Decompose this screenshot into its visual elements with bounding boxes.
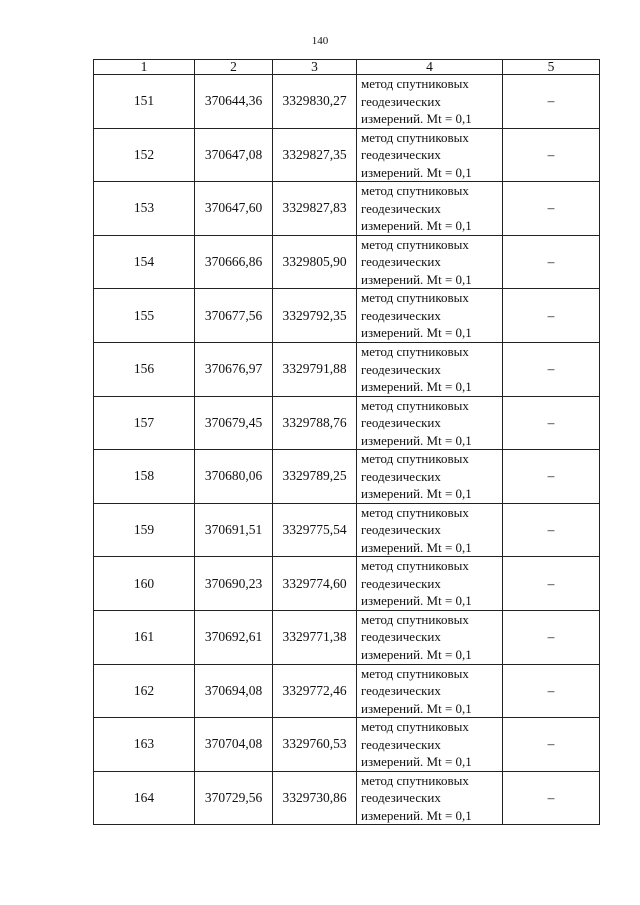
method-line: геодезических — [361, 468, 441, 484]
method-line: измерений. Mt = 0,1 — [361, 164, 472, 180]
method-line: геодезических — [361, 361, 441, 377]
method-cell — [357, 450, 503, 504]
method-line: геодезических — [361, 307, 441, 323]
method-line: измерений. Mt = 0,1 — [361, 218, 472, 234]
point-number-cell: 158 — [94, 450, 195, 504]
x-coordinate-cell: 370647,60 — [195, 182, 273, 236]
method-line: метод спутниковых — [361, 290, 469, 306]
method-line: измерений. Mt = 0,1 — [361, 593, 472, 609]
y-coordinate-cell: 3329772,46 — [273, 664, 357, 718]
column-header-1: 1 — [94, 60, 195, 75]
point-number-cell: 155 — [94, 289, 195, 343]
table-row — [94, 75, 600, 129]
method-line: геодезических — [361, 415, 441, 431]
method-cell — [357, 289, 503, 343]
method-line: измерений. Mt = 0,1 — [361, 700, 472, 716]
point-number-cell: 151 — [94, 75, 195, 129]
table-row — [94, 289, 600, 343]
table-row — [94, 396, 600, 450]
note-cell: – — [503, 396, 600, 450]
table-row — [94, 503, 600, 557]
x-coordinate-cell: 370704,08 — [195, 718, 273, 772]
y-coordinate-cell: 3329774,60 — [273, 557, 357, 611]
method-line: измерений. Mt = 0,1 — [361, 646, 472, 662]
method-cell — [357, 396, 503, 450]
method-line: метод спутниковых — [361, 397, 469, 413]
x-coordinate-cell: 370729,56 — [195, 771, 273, 825]
note-cell: – — [503, 289, 600, 343]
note-cell: – — [503, 718, 600, 772]
y-coordinate-cell: 3329775,54 — [273, 503, 357, 557]
method-cell — [357, 664, 503, 718]
y-coordinate-cell: 3329788,76 — [273, 396, 357, 450]
table-row — [94, 450, 600, 504]
point-number-cell: 164 — [94, 771, 195, 825]
coordinates-table — [93, 59, 600, 825]
column-header-3: 3 — [273, 60, 357, 75]
column-header-5: 5 — [503, 60, 600, 75]
note-cell: – — [503, 342, 600, 396]
method-line: геодезических — [361, 683, 441, 699]
table-row — [94, 610, 600, 664]
note-cell: – — [503, 503, 600, 557]
method-line: измерений. Mt = 0,1 — [361, 486, 472, 502]
method-line: измерений. Mt = 0,1 — [361, 539, 472, 555]
method-line: геодезических — [361, 736, 441, 752]
note-cell: – — [503, 771, 600, 825]
x-coordinate-cell: 370666,86 — [195, 235, 273, 289]
note-cell: – — [503, 235, 600, 289]
method-cell — [357, 557, 503, 611]
method-line: метод спутниковых — [361, 129, 469, 145]
table-row — [94, 342, 600, 396]
table-body — [94, 75, 600, 825]
note-cell: – — [503, 182, 600, 236]
note-cell: – — [503, 128, 600, 182]
table-row — [94, 664, 600, 718]
y-coordinate-cell: 3329827,83 — [273, 182, 357, 236]
x-coordinate-cell: 370679,45 — [195, 396, 273, 450]
x-coordinate-cell: 370677,56 — [195, 289, 273, 343]
y-coordinate-cell: 3329827,35 — [273, 128, 357, 182]
point-number-cell: 154 — [94, 235, 195, 289]
table-row — [94, 557, 600, 611]
point-number-cell: 157 — [94, 396, 195, 450]
method-line: метод спутниковых — [361, 183, 469, 199]
method-line: метод спутниковых — [361, 504, 469, 520]
method-line: измерений. Mt = 0,1 — [361, 754, 472, 770]
method-line: метод спутниковых — [361, 76, 469, 92]
table-row — [94, 718, 600, 772]
point-number-cell: 156 — [94, 342, 195, 396]
point-number-cell: 153 — [94, 182, 195, 236]
method-line: геодезических — [361, 147, 441, 163]
method-cell — [357, 771, 503, 825]
method-line: геодезических — [361, 522, 441, 538]
table-header-row — [94, 60, 600, 75]
method-line: измерений. Mt = 0,1 — [361, 325, 472, 341]
y-coordinate-cell: 3329760,53 — [273, 718, 357, 772]
column-header-4: 4 — [357, 60, 503, 75]
point-number-cell: 162 — [94, 664, 195, 718]
method-line: метод спутниковых — [361, 611, 469, 627]
table-row — [94, 128, 600, 182]
method-cell — [357, 235, 503, 289]
method-line: метод спутниковых — [361, 665, 469, 681]
y-coordinate-cell: 3329789,25 — [273, 450, 357, 504]
point-number-cell: 160 — [94, 557, 195, 611]
method-line: метод спутниковых — [361, 719, 469, 735]
x-coordinate-cell: 370692,61 — [195, 610, 273, 664]
x-coordinate-cell: 370690,23 — [195, 557, 273, 611]
method-cell — [357, 503, 503, 557]
method-cell — [357, 182, 503, 236]
x-coordinate-cell: 370644,36 — [195, 75, 273, 129]
method-line: геодезических — [361, 200, 441, 216]
method-line: метод спутниковых — [361, 772, 469, 788]
y-coordinate-cell: 3329771,38 — [273, 610, 357, 664]
note-cell: – — [503, 557, 600, 611]
method-cell — [357, 128, 503, 182]
point-number-cell: 152 — [94, 128, 195, 182]
column-header-2: 2 — [195, 60, 273, 75]
method-line: измерений. Mt = 0,1 — [361, 379, 472, 395]
method-line: метод спутниковых — [361, 236, 469, 252]
y-coordinate-cell: 3329805,90 — [273, 235, 357, 289]
method-cell — [357, 610, 503, 664]
x-coordinate-cell: 370694,08 — [195, 664, 273, 718]
method-cell — [357, 75, 503, 129]
method-cell — [357, 718, 503, 772]
note-cell: – — [503, 610, 600, 664]
x-coordinate-cell: 370691,51 — [195, 503, 273, 557]
page-number: 140 — [311, 35, 329, 47]
method-line: геодезических — [361, 790, 441, 806]
x-coordinate-cell: 370676,97 — [195, 342, 273, 396]
method-cell — [357, 342, 503, 396]
method-line: метод спутниковых — [361, 558, 469, 574]
method-line: метод спутниковых — [361, 344, 469, 360]
y-coordinate-cell: 3329830,27 — [273, 75, 357, 129]
x-coordinate-cell: 370680,06 — [195, 450, 273, 504]
method-line: геодезических — [361, 629, 441, 645]
table-row — [94, 771, 600, 825]
method-line: геодезических — [361, 575, 441, 591]
point-number-cell: 163 — [94, 718, 195, 772]
method-line: измерений. Mt = 0,1 — [361, 807, 472, 823]
y-coordinate-cell: 3329792,35 — [273, 289, 357, 343]
note-cell: – — [503, 664, 600, 718]
method-line: геодезических — [361, 254, 441, 270]
table-row — [94, 182, 600, 236]
point-number-cell: 161 — [94, 610, 195, 664]
y-coordinate-cell: 3329730,86 — [273, 771, 357, 825]
note-cell: – — [503, 450, 600, 504]
method-line: метод спутниковых — [361, 451, 469, 467]
x-coordinate-cell: 370647,08 — [195, 128, 273, 182]
note-cell: – — [503, 75, 600, 129]
y-coordinate-cell: 3329791,88 — [273, 342, 357, 396]
method-line: геодезических — [361, 93, 441, 109]
method-line: измерений. Mt = 0,1 — [361, 111, 472, 127]
table-row — [94, 235, 600, 289]
method-line: измерений. Mt = 0,1 — [361, 271, 472, 287]
point-number-cell: 159 — [94, 503, 195, 557]
method-line: измерений. Mt = 0,1 — [361, 432, 472, 448]
